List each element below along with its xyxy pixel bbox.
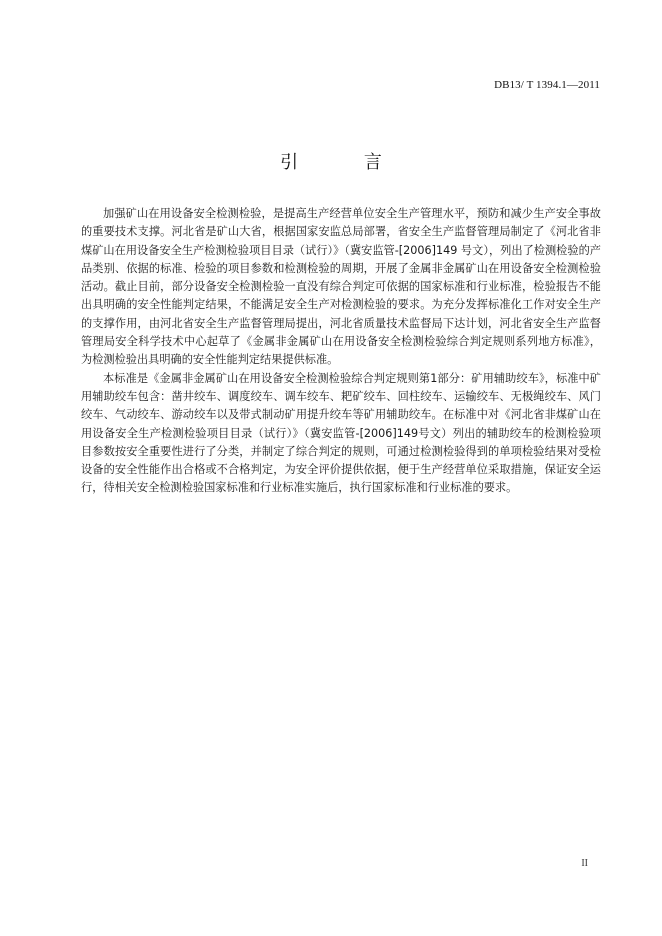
paragraph-2: 本标准是《金属非金属矿山在用设备安全检测检验综合判定规则第1部分：矿用辅助绞车》，标准中矿用辅助绞车包含：凿井绞车、调度绞车、调车绞车、耙矿绞车、回柱绞车、运输绞车、无极绳绞车、风门绞车、气动绞车、游动绞车以及带式制动矿用提升绞车等矿用辅助绞车。在标准中对《河北省非煤矿山在用设备安全生产检测检验项目目录（试行）》（冀安监管-[2006]149号文）列出的辅助绞车的检测检验项目参数按安全重要性进行了分类，并制定了综合判定的规则，可通过检测检验得到的单项检验结果对受检设备的安全性能作出合格或不合格判定，为安全评价提供依据，便于生产经营单位采取措施，保证安全运行，待相关安全检测检验国家标准和行业标准实施后，执行国家标准和行业标准的要求。 [81,371,601,495]
page-number: II [581,858,588,869]
introduction-body [81,205,601,498]
paragraph-1: 加强矿山在用设备安全检测检验，是提高生产经营单位安全生产管理水平，预防和减少生产安全事故的重要技术支撑。河北省是矿山大省，根据国家安监总局部署，省安全生产监督管理局制定了《河北省非煤矿山在用设备安全生产检测检验项目目录（试行）》（冀安监管-[2006]149 号文），列出了检测检验的产品类别、依据的标准、检验的项目参数和检测检验的周期，开展了金属非金属矿山在用设备安全检测检验活动。截止目前，部分设备安全检测检验一直没有综合判定可依据的国家标准和行业标准，检验报告不能出具明确的安全性能判定结果，不能满足安全生产对检测检验的要求。为充分发挥标准化工作对安全生产的支撑作用，由河北省安全生产监督管理局提出，河北省质量技术监督局下达计划，河北省安全生产监督管理局安全科学技术中心起草了《金属非金属矿山在用设备安全检测检验综合判定规则系列地方标准》，为检测检验出具明确的安全性能判定结果提供标准。 [81,207,601,367]
page-title: 引 言 [280,152,412,173]
standard-code: DB13/ T 1394.1—2011 [494,79,600,91]
